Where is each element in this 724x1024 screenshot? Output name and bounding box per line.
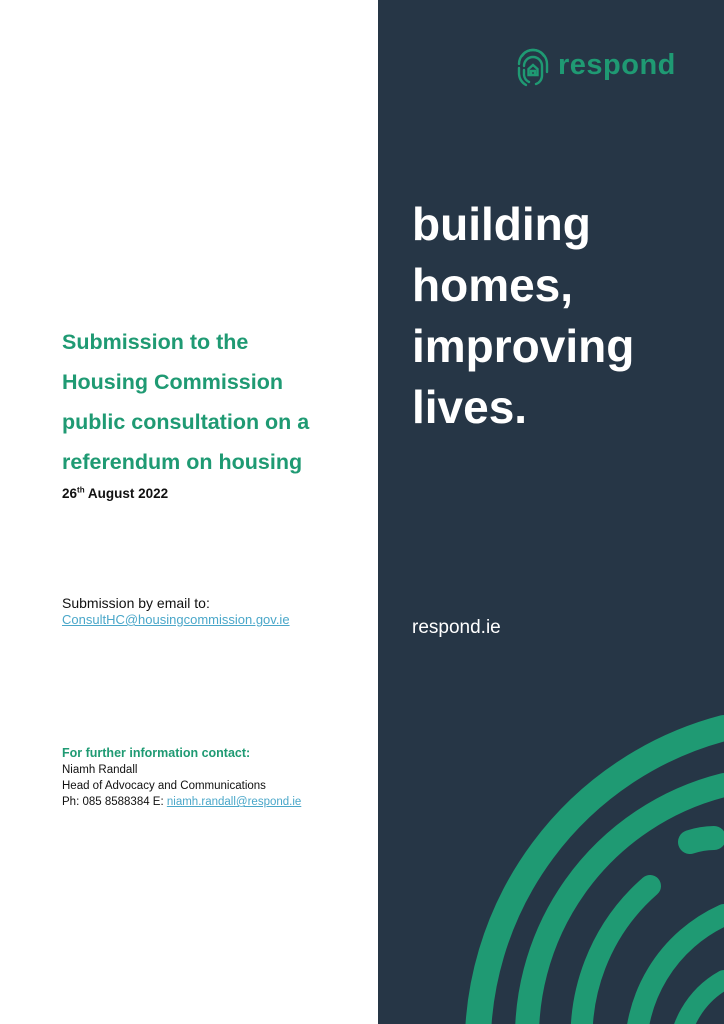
contact-role: Head of Advocacy and Communications (62, 780, 266, 792)
title-line: Submission to the (62, 330, 249, 354)
contact-email-link[interactable]: niamh.randall@respond.ie (166, 796, 302, 808)
tagline-line: improving (412, 320, 635, 372)
contact-heading: For further information contact: (62, 746, 251, 760)
fingerprint-arcs-decoration (378, 0, 724, 1024)
document-title (62, 322, 362, 482)
submission-email-link[interactable]: ConsultHC@housingcommission.gov.ie (62, 612, 290, 627)
cover-right-panel (378, 0, 724, 1024)
tagline-line: homes, (412, 259, 574, 311)
title-line: Housing Commission (62, 370, 283, 394)
date-day: 26 (62, 486, 78, 501)
contact-phone: Ph: 085 8588384 E: (62, 796, 167, 808)
document-date (62, 486, 168, 501)
arc-inner (678, 980, 724, 1024)
date-suffix: th (77, 485, 85, 495)
title-line: referendum on housing (62, 450, 303, 474)
submission-label: Submission by email to: (62, 595, 210, 611)
arc-fourth (636, 915, 724, 1024)
title-line: public consultation on a (62, 410, 310, 434)
contact-phone-line (62, 796, 301, 808)
website-url: respond.ie (412, 617, 501, 638)
tagline-line: lives. (412, 381, 528, 433)
contact-name: Niamh Randall (62, 764, 138, 776)
tagline-line: building (412, 198, 591, 250)
date-month-year: August 2022 (84, 486, 169, 501)
arc-third-short (690, 838, 714, 842)
logo-text: respond (558, 48, 676, 81)
